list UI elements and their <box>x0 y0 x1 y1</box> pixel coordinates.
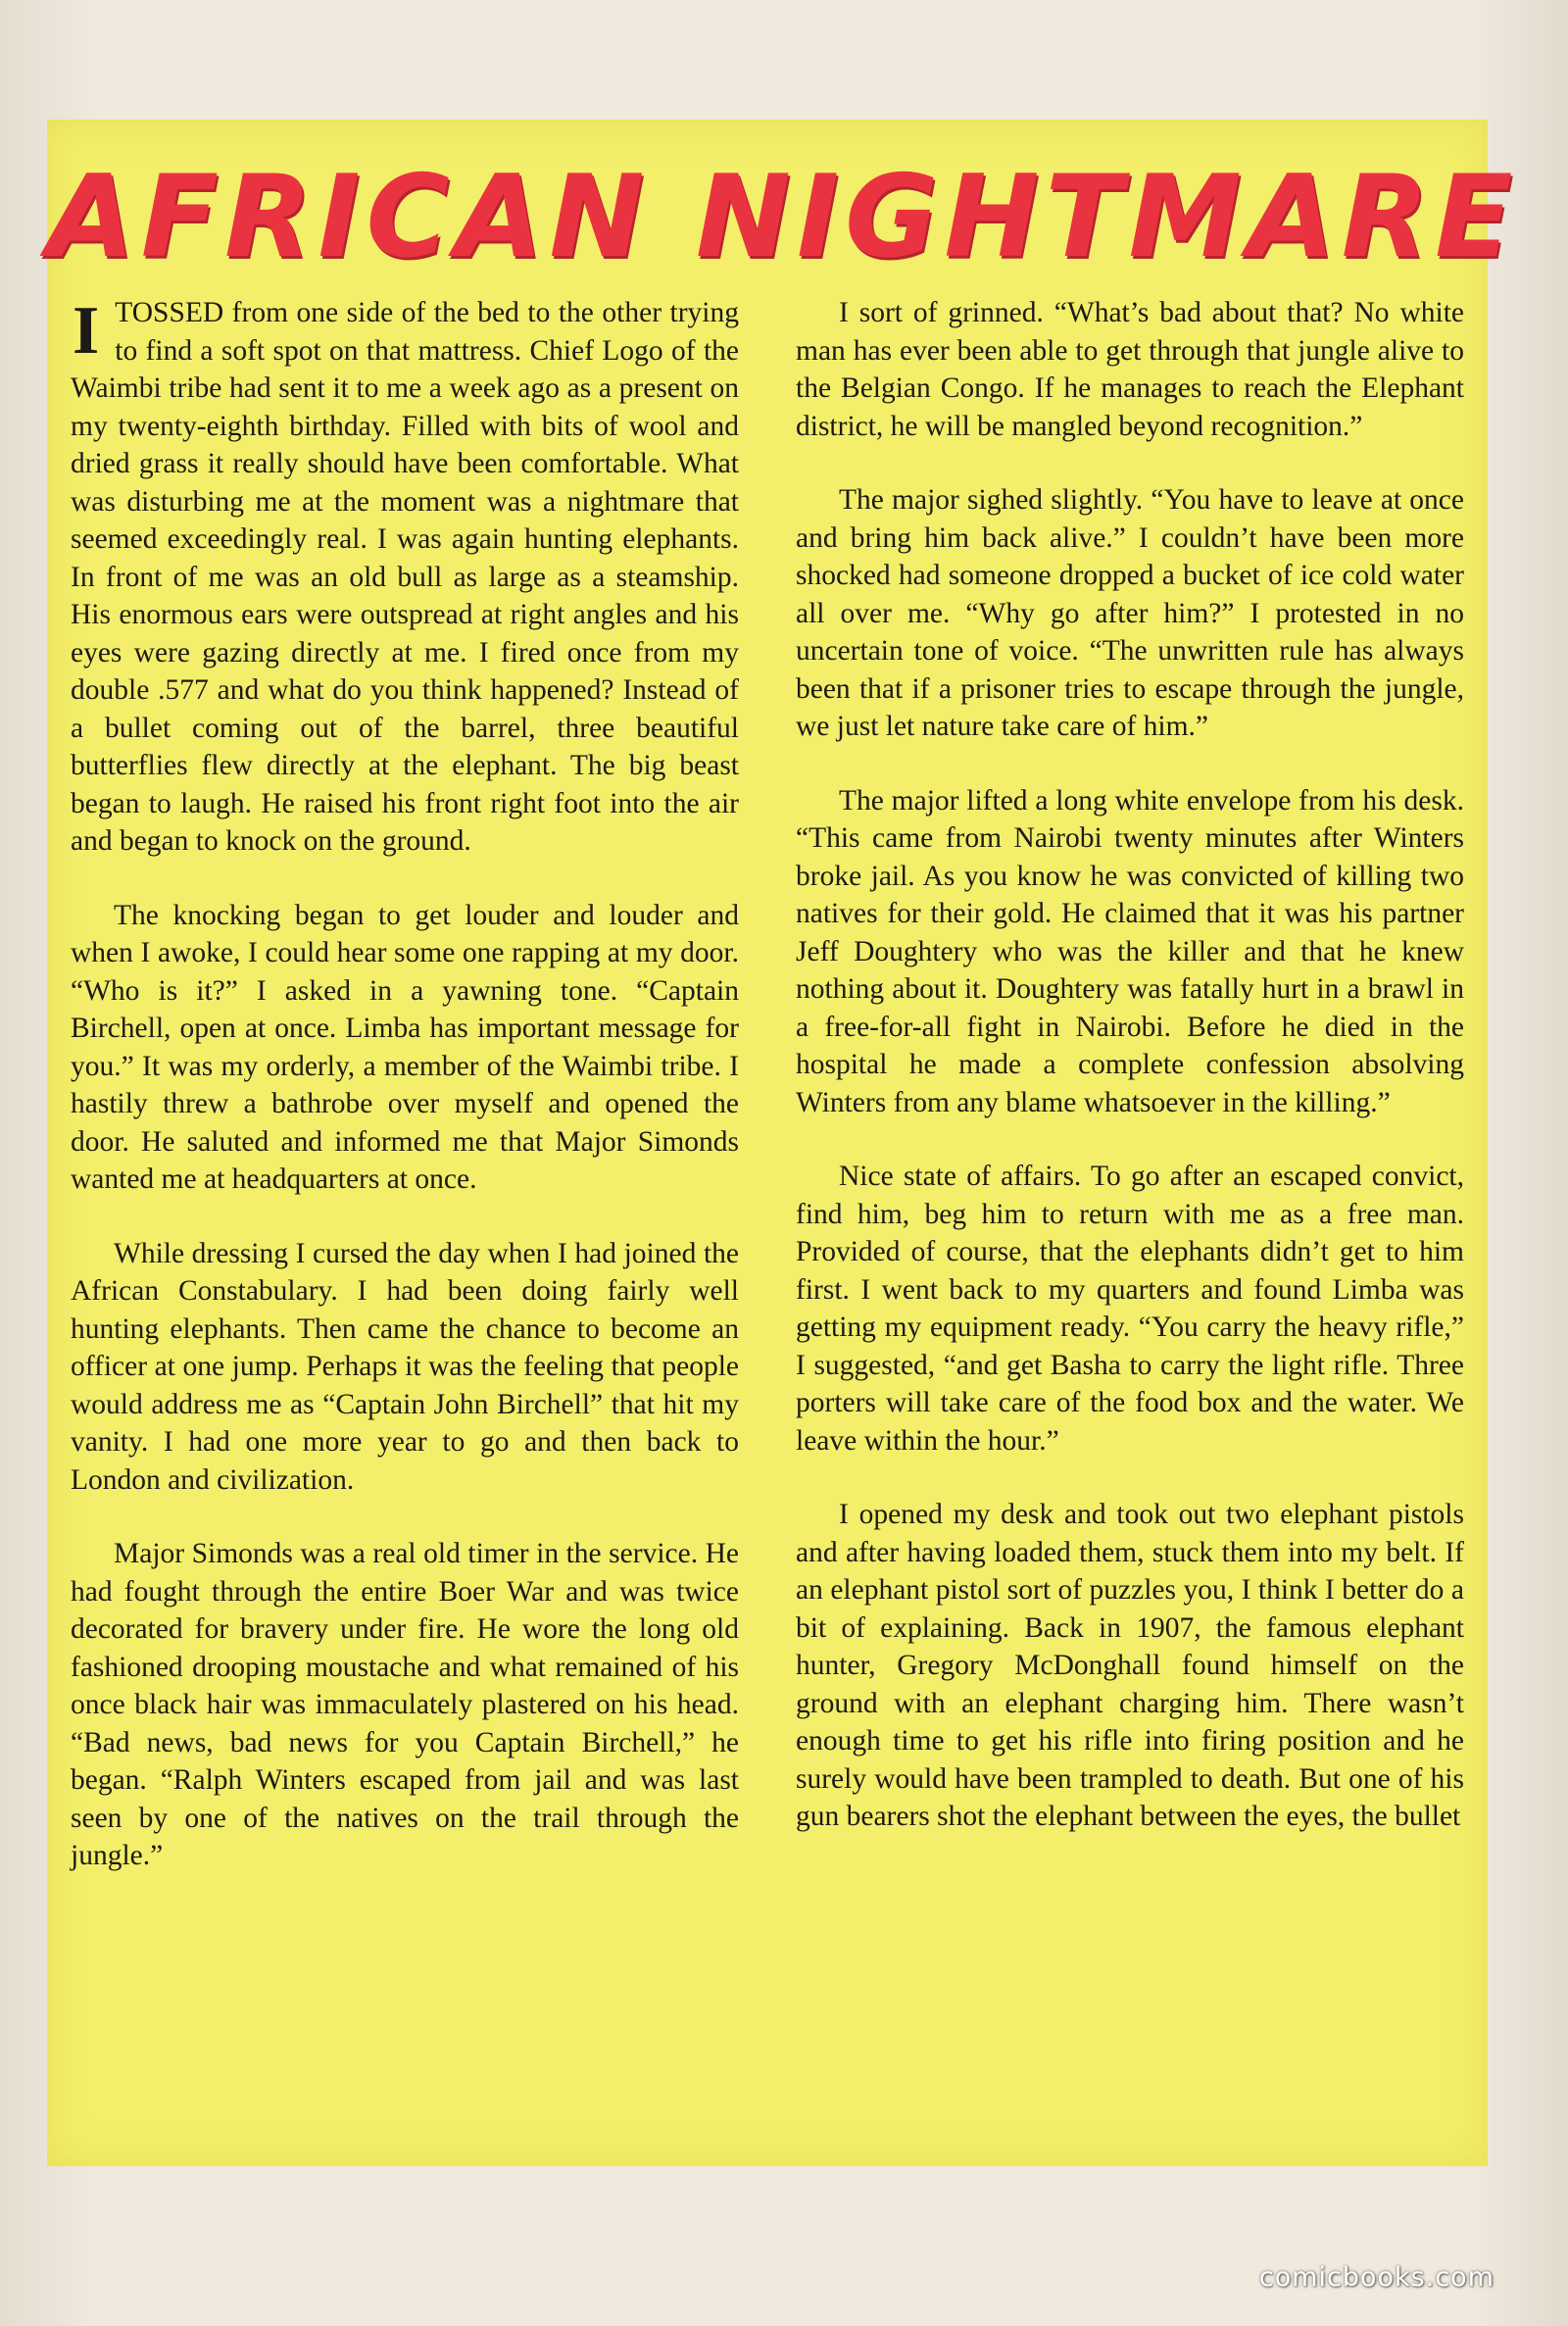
paragraph: Major Simonds was a real old timer in the service. He had fought through the entire Boer War and was twice decorated for bravery under fire. He wore the long old fashioned drooping moustache and what remained of his once black hair was immaculately plastered on his head. “Bad news, bad news for you Captain Birchell,” he began. “Ralph Winters escaped from jail and was last seen by one of the natives on the trail through the jungle.” <box>71 1538 739 1871</box>
paragraph: The major lifted a long white envelope from his desk. “This came from Nairobi twenty minutes after Winters broke jail. As you know he was convicted of killing two natives for their gold. He claimed that it was his partner Jeff Doughtery who was the killer and that he knew nothing about it. Doughtery was fatally hurt in a brawl in a free-for-all fight in Nairobi. Before he died in the hospital he made a complete confession absolving Winters from any blame whatsoever in the killing.” <box>796 784 1464 1118</box>
opening-paragraph <box>71 294 739 861</box>
paragraph: Nice state of affairs. To go after an escaped convict, find him, beg him to return with me as a free man. Provided of course, that the elephants didn’t get to him first. I went back to my quarters and found Limba was getting my equipment ready. “You carry the heavy rifle,” I suggested, “and get Basha to carry the light rifle. Three porters will take care of the food box and the water. We leave within the hour.” <box>796 1161 1464 1457</box>
paragraph: I sort of grinned. “What’s bad about that? No white man has ever been able to get through that jungle alive to the Belgian Congo. If he manages to reach the Elephant district, he will be mangled beyond recognition.” <box>796 297 1464 442</box>
left-column <box>71 294 739 2147</box>
story-title: AFRICAN NIGHTMARE <box>47 151 1519 283</box>
text-columns <box>71 294 1464 2147</box>
drop-cap: I <box>73 293 100 369</box>
paragraph: While dressing I cursed the day when I had joined the African Constabulary. I had been doing fairly well hunting elephants. Then came the chance to become an officer at one jump. Perhaps it was the feeling that people would address me as “Captain John Birchell” that hit my vanity. I had one more year to go and then back to London and civilization. <box>71 1237 739 1496</box>
story-panel <box>47 120 1519 2166</box>
opening-paragraph-text: TOSSED from one side of the bed to the other trying to find a soft spot on that mattress. Chief Logo of the Waimbi tribe had sent it to me a week ago as a present on my twenty-eighth birthday. Filled with bits of wool and dried grass it really should have been comfortable. What was disturbing me at the moment was a nightmare that seemed exceedingly real. I was again hunting elephants. In front of me was an old bull as large as a steamship. His enormous ears were outspread at right angles and his eyes were gazing directly at me. I fired once from my double .577 and what do you think happened? Instead of a bullet coming out of the barrel, three beautiful butterflies flew directly at the elephant. The big beast began to laugh. He raised his front right foot into the air and began to knock on the ground. <box>71 297 739 857</box>
paragraph: The major sighed slightly. “You have to leave at once and bring him back alive.” I couldn’t have been more shocked had someone dropped a bucket of ice cold water all over me. “Why go after him?” I protested in no uncertain tone of voice. “The unwritten rule has always been that if a prisoner tries to escape through the jungle, we just let nature take care of him.” <box>796 484 1464 742</box>
site-watermark: comicbooks.com <box>1258 2262 1494 2293</box>
paragraph: The knocking began to get louder and louder and when I awoke, I could hear some one rapping at my door. “Who is it?” I asked in a yawning tone. “Captain Birchell, open at once. Limba has important message for you.” It was my orderly, a member of the Waimbi tribe. I hastily threw a bathrobe over myself and opened the door. He saluted and informed me that Major Simonds wanted me at headquarters at once. <box>71 899 739 1195</box>
paragraph: I opened my desk and took out two elephant pistols and after having loaded them, stuck them into my belt. If an elephant pistol sort of puzzles you, I think I better do a bit of explaining. Back in 1907, the famous elephant hunter, Gregory McDonghall found himself on the ground with an elephant charging him. There wasn’t enough time to get his rifle into firing position and he surely would have been trampled to death. But one of his gun bearers shot the elephant between the eyes, the bullet <box>796 1499 1464 1832</box>
right-column <box>796 294 1464 2147</box>
